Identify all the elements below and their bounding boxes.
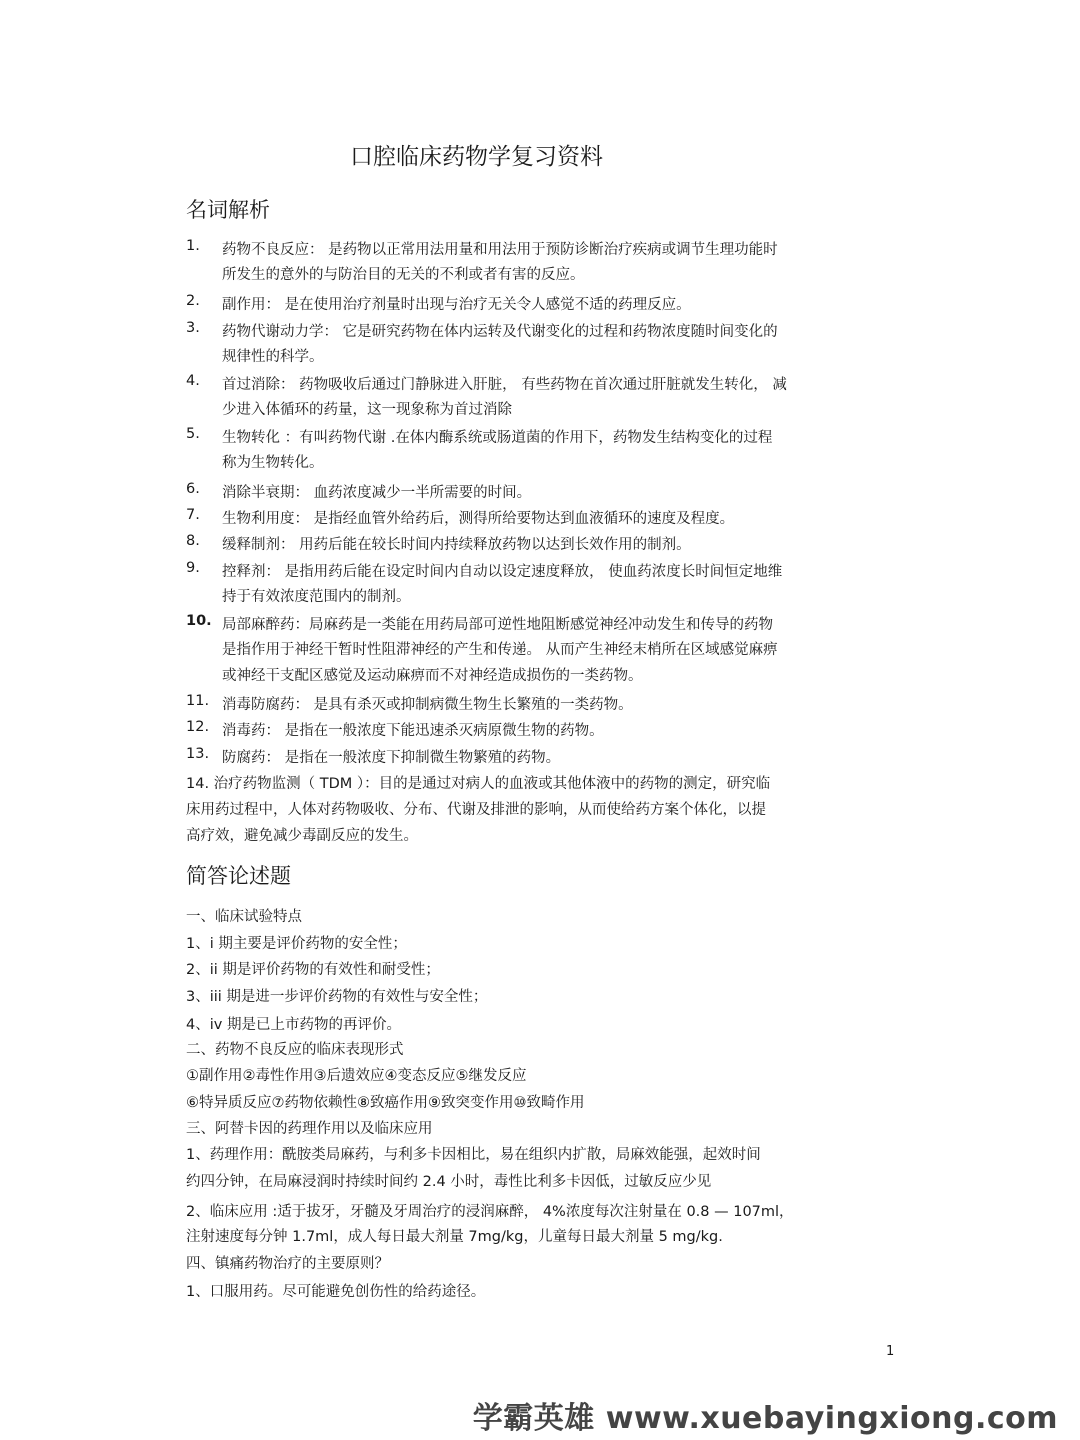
term-number: 8.	[186, 533, 200, 549]
term-number: 2.	[186, 293, 200, 309]
term-number: 1.	[186, 238, 200, 254]
term-number: 7.	[186, 507, 200, 523]
watermark: 学霸英雄 www.xuebayingxiong.com	[472, 1401, 1058, 1436]
answer-line: 2、ii 期是评价药物的有效性和耐受性；	[186, 962, 440, 978]
term-number: 3.	[186, 320, 200, 336]
term-line: 消毒防腐药： 是具有杀灭或抑制病微生物生长繁殖的一类药物。	[222, 697, 633, 713]
answer-line: 1、药理作用：酰胺类局麻药，与利多卡因相比，易在组织内扩散，局麻效能强，起效时间	[186, 1147, 761, 1163]
term-line: 所发生的意外的与防治目的无关的不利或者有害的反应。	[222, 267, 585, 283]
term-line: 防腐药： 是指在一般浓度下抑制微生物繁殖的药物。	[222, 750, 561, 766]
term-line: 是指作用于神经干暂时性阻滞神经的产生和传递。 从而产生神经末梢所在区域感觉麻痹	[222, 642, 778, 658]
answer-line: ①副作用②毒性作用③后遗效应④变态反应⑤继发反应	[186, 1068, 527, 1084]
term-number: 6.	[186, 481, 200, 497]
answer-line: 3、iii 期是进一步评价药物的有效性与安全性；	[186, 989, 488, 1005]
section-heading-terms: 名词解析	[186, 198, 270, 222]
term-line: 规律性的科学。	[222, 349, 324, 365]
term-number: 13.	[186, 746, 210, 762]
term-number: 10.	[186, 613, 212, 629]
term-14-line: 14. 治疗药物监测（ TDM ）：目的是通过对病人的血液或其他体液中的药物的测定，研究临	[186, 776, 771, 792]
term-line: 或神经干支配区感觉及运动麻痹而不对神经造成损伤的一类药物。	[222, 668, 643, 684]
answer-line: 三、阿替卡因的药理作用以及临床应用	[186, 1121, 433, 1137]
term-line: 消除半衰期： 血药浓度减少一半所需要的时间。	[222, 485, 532, 501]
term-line: 生物利用度： 是指经血管外给药后，测得所给要物达到血液循环的速度及程度。	[222, 511, 735, 527]
term-14-line: 床用药过程中，人体对药物吸收、分布、代谢及排泄的影响，从而使给药方案个体化，以提	[186, 802, 766, 818]
answer-line: 二、药物不良反应的临床表现形式	[186, 1042, 404, 1058]
term-number: 9.	[186, 560, 200, 576]
term-number: 5.	[186, 426, 200, 442]
term-number: 12.	[186, 719, 210, 735]
term-line: 药物不良反应： 是药物以正常用法用量和用法用于预防诊断治疗疾病或调节生理功能时	[222, 242, 778, 258]
term-line: 副作用： 是在使用治疗剂量时出现与治疗无关令人感觉不适的药理反应。	[222, 297, 691, 313]
term-line: 局部麻醉药：局麻药是一类能在用药局部可逆性地阻断感觉神经冲动发生和传导的药物	[222, 617, 773, 633]
term-line: 首过消除： 药物吸收后通过门静脉进入肝脏， 有些药物在首次通过肝脏就发生转化， 减	[222, 377, 787, 393]
section-heading-answers: 简答论述题	[186, 864, 291, 888]
term-line: 控释剂： 是指用药后能在设定时间内自动以设定速度释放， 使血药浓度长时间恒定地维	[222, 564, 783, 580]
answer-line: 2、临床应用 :适于拔牙，牙髓及牙周治疗的浸润麻醉， 4%浓度每次注射量在 0.8 — 107ml，	[186, 1204, 794, 1220]
answer-line: 一、临床试验特点	[186, 909, 302, 925]
answer-line: 1、口服用药。尽可能避免创伤性的给药途径。	[186, 1284, 486, 1300]
term-line: 生物转化 ：有叫药物代谢 .在体内酶系统或肠道菌的作用下，药物发生结构变化的过程	[222, 430, 773, 446]
term-line: 持于有效浓度范围内的制剂。	[222, 589, 411, 605]
page-number: 1	[886, 1344, 895, 1359]
answer-line: 4、iv 期是已上市药物的再评价。	[186, 1017, 401, 1033]
term-number: 11.	[186, 693, 210, 709]
term-line: 消毒药： 是指在一般浓度下能迅速杀灭病原微生物的药物。	[222, 723, 604, 739]
answer-line: ⑥特异质反应⑦药物依赖性⑧致癌作用⑨致突变作用⑩致畸作用	[186, 1095, 585, 1111]
term-line: 称为生物转化。	[222, 455, 324, 471]
answer-line: 约四分钟，在局麻浸润时持续时间约 2.4 小时，毒性比利多卡因低，过敏反应少见	[186, 1174, 712, 1190]
answer-line: 1、i 期主要是评价药物的安全性；	[186, 936, 407, 952]
term-14-line: 高疗效，避免减少毒副反应的发生。	[186, 828, 418, 844]
term-line: 少进入体循环的药量，这一现象称为首过消除	[222, 402, 512, 418]
term-number: 4.	[186, 373, 200, 389]
answer-line: 注射速度每分钟 1.7ml，成人每日最大剂量 7mg/kg，儿童每日最大剂量 5 mg/kg.	[186, 1229, 723, 1245]
term-line: 药物代谢动力学： 它是研究药物在体内运转及代谢变化的过程和药物浓度随时间变化的	[222, 324, 778, 340]
page-title: 口腔临床药物学复习资料	[350, 144, 603, 170]
term-line: 缓释制剂： 用药后能在较长时间内持续释放药物以达到长效作用的制剂。	[222, 537, 691, 553]
answer-line: 四、镇痛药物治疗的主要原则？	[186, 1256, 389, 1272]
